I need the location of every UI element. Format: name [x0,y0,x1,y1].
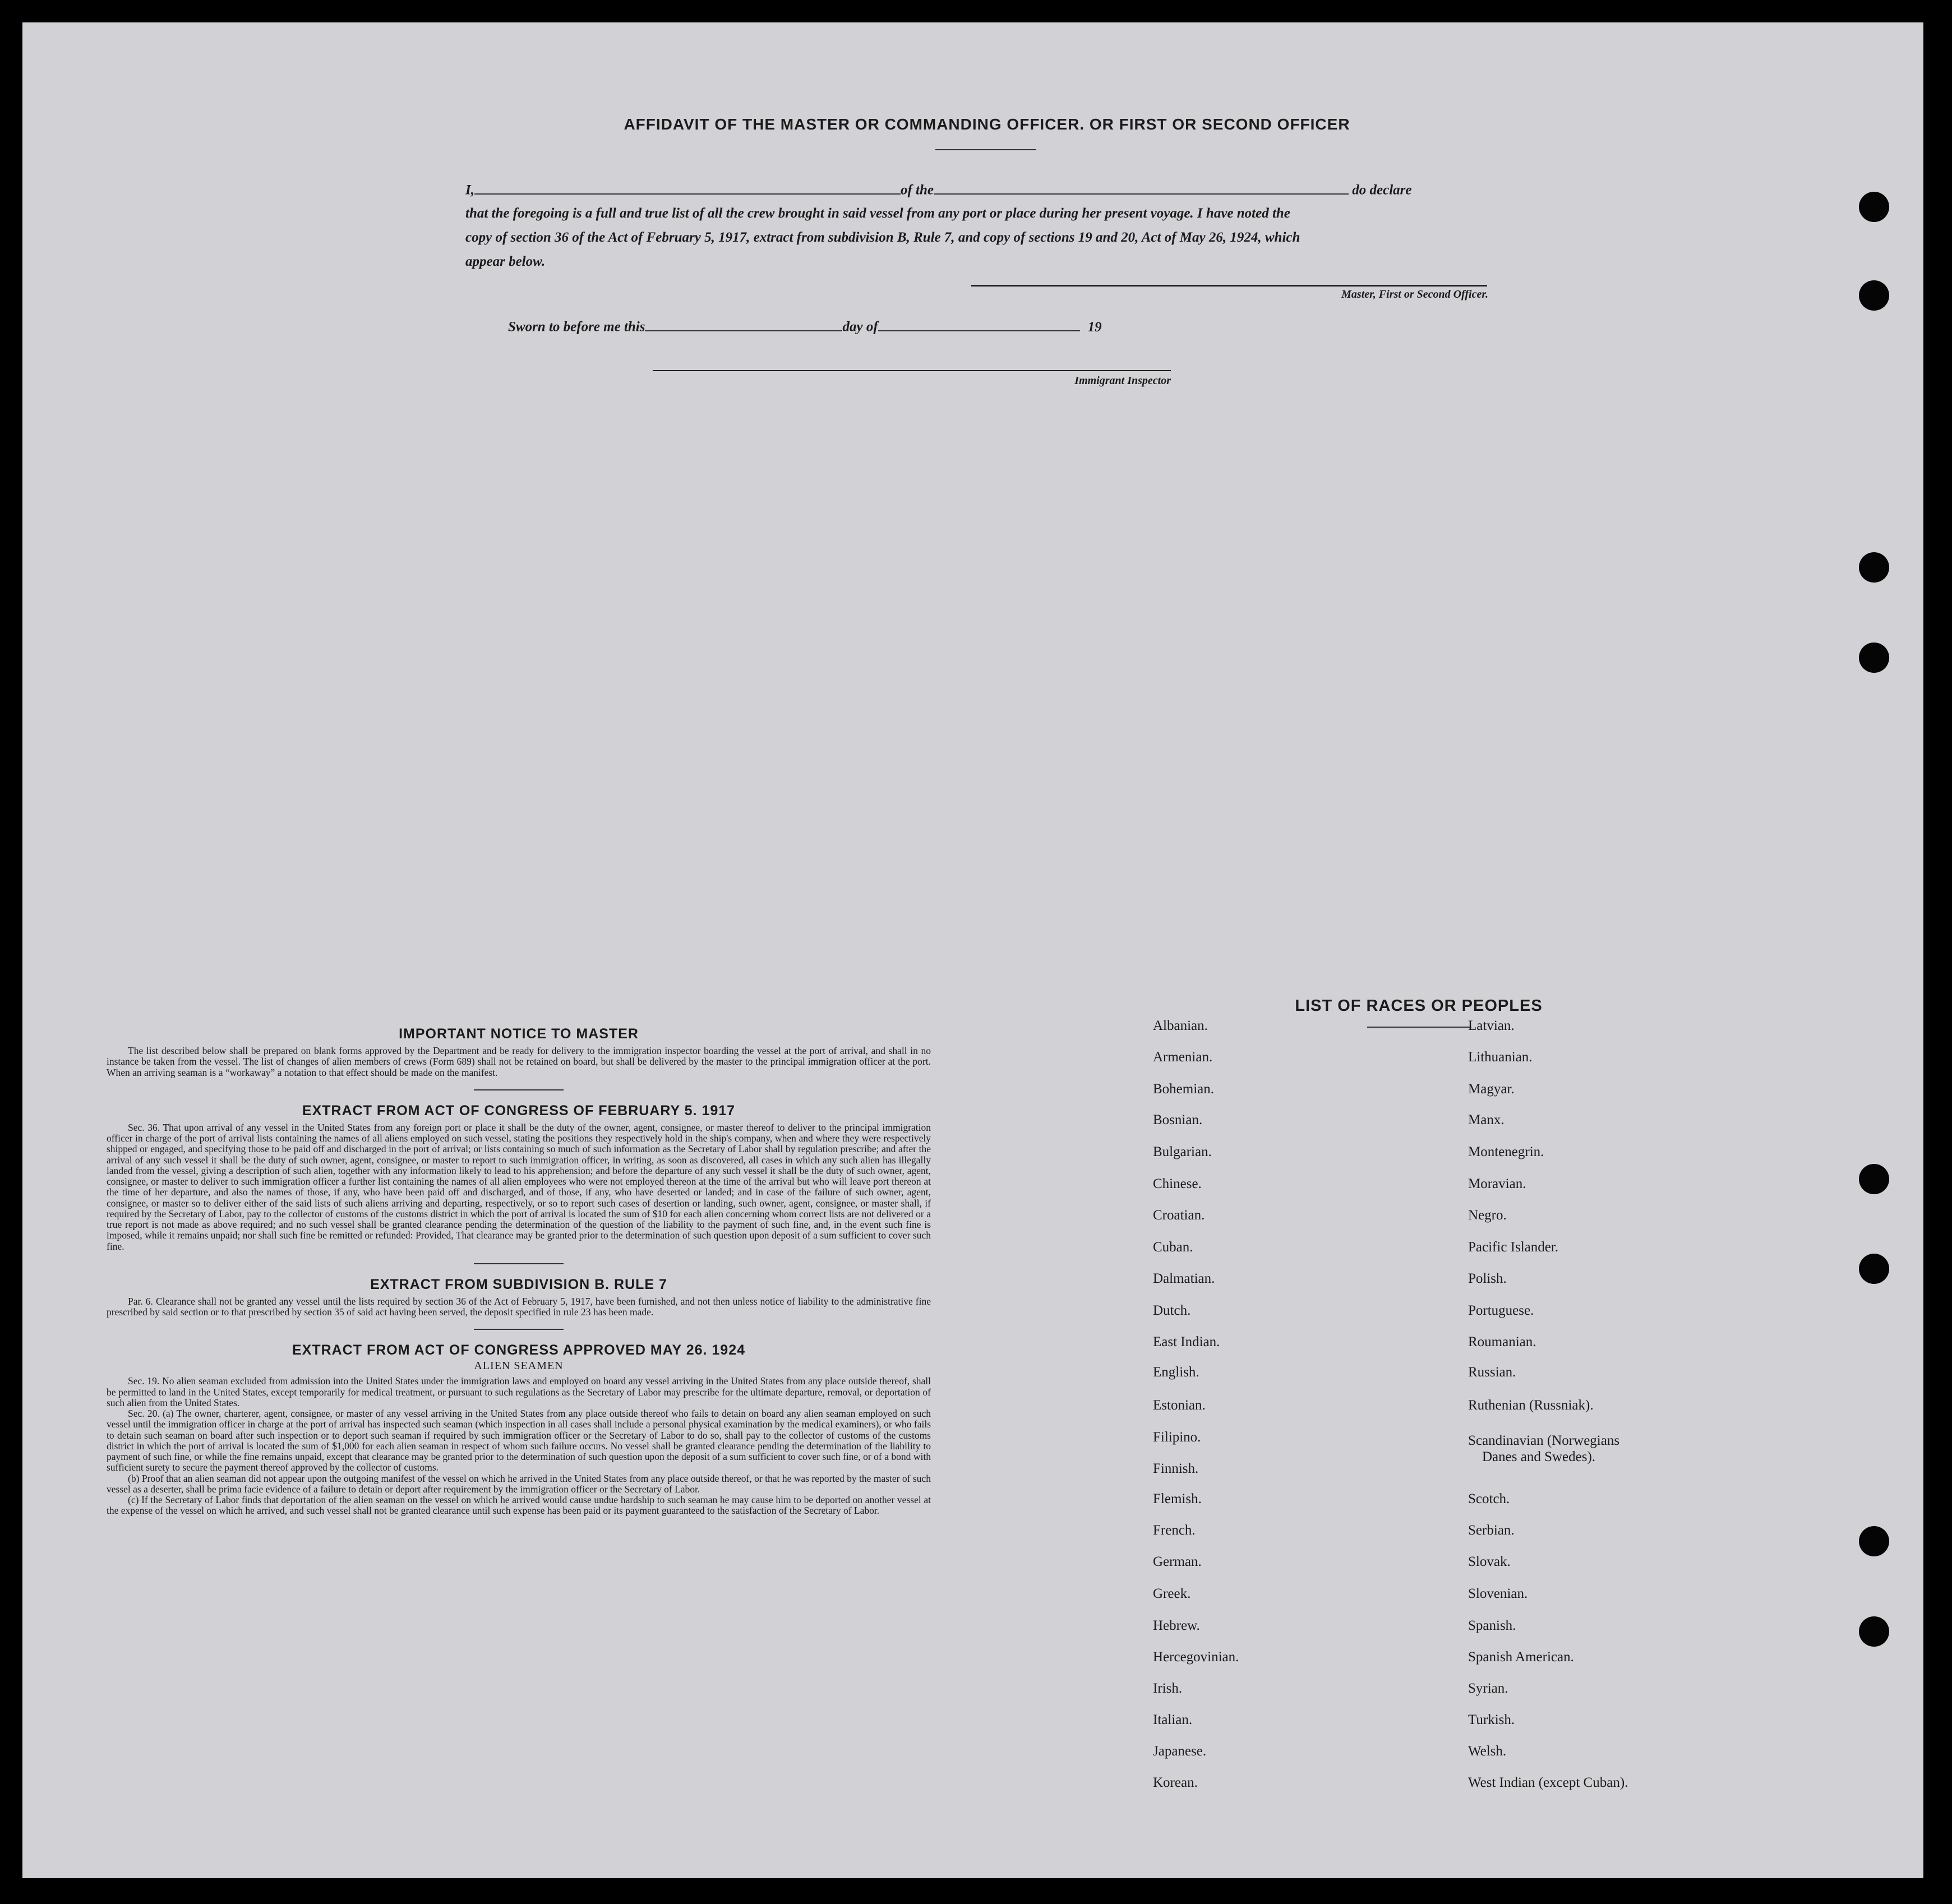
master-signature-caption: Master, First or Second Officer. [1341,288,1488,301]
races-left-column [1153,22,1377,1878]
punch-hole [1859,280,1889,311]
race-list-item: Bosnian. [1153,1112,1203,1127]
notice-title: IMPORTANT NOTICE TO MASTER [399,1026,639,1042]
race-list-item: Filipino. [1153,1430,1201,1445]
race-list-item: Negro. [1468,1208,1507,1223]
race-list-item: Magyar. [1468,1082,1515,1097]
race-list-item: Bohemian. [1153,1082,1215,1097]
punch-hole [1859,1254,1889,1284]
race-list-item: Spanish American. [1468,1649,1574,1665]
race-list-item: Flemish. [1153,1491,1202,1506]
affidavit-body-line: copy of section 36 of the Act of February 5, 1917, extract from subdivision B, Rule 7, and copy of sections 19 and 20, Act of May 26, 1924, which [465,230,1300,245]
race-list-item: Greek. [1153,1586,1191,1601]
race-list-item: Turkish. [1468,1712,1515,1727]
race-list-item: Manx. [1468,1112,1505,1127]
race-list-item: Croatian. [1153,1208,1205,1223]
inspector-caption: Immigrant Inspector [1074,375,1171,387]
section-divider [474,1263,564,1264]
sworn-month-blank [878,317,1080,331]
sworn-label: Sworn to before me this [508,319,645,335]
race-list-item: Korean. [1153,1775,1198,1790]
races-title: LIST OF RACES OR PEOPLES [1295,997,1543,1015]
punch-hole [1859,1164,1889,1194]
race-list-item: West Indian (except Cuban). [1468,1775,1628,1790]
race-list-item: Spanish. [1468,1618,1516,1633]
extract-1924-sec20c: (c) If the Secretary of Labor finds that deportation of the alien seaman on the vessel on which he arrived would cause undue hardship to such seaman he may cause him to be deported on another vessel at the expense of the vessel on which he arrived, and such vessel shall not be granted clearance until such expense has been paid or its payment guaranteed to the satisfaction of the Secretary of Labor. [107,1494,931,1517]
race-list-item: Finnish. [1153,1461,1199,1476]
race-list-item: Italian. [1153,1712,1193,1727]
race-list-item: Pacific Islander. [1468,1240,1559,1255]
punch-hole [1859,1616,1889,1647]
race-list-item: English. [1153,1365,1199,1380]
document-page [22,22,1923,1878]
race-list-item: Ruthenian (Russniak). [1468,1398,1594,1413]
do-declare-label: do declare [1352,182,1412,198]
title-divider [935,149,1036,150]
extract-1917-text: Sec. 36. That upon arrival of any vessel in the United States from any foreign port or place it shall be the duty of the owner, agent, consignee, or master thereof to deliver to the principal immigration officer in charge of the port of arrival lists containing the names of all aliens employed on such vessel, stating the positions they respectively hold in the ship's company, when and where they were respectively shipped or engaged, and specifying those to be paid off and discharged in the port of arrival; or lists containing so much of such information as the Secretary of Labor shall by regulation prescribe; and after the arrival of any such vessel it shall be the duty of such owner, agent, consignee, or master to report to such immigration officer, in writing, as soon as discovered, all cases in which any such alien has illegally landed from the vessel, giving a description of such alien, together with any information likely to lead to his apprehension; and before the departure of any such vessel it shall be the duty of such owner, agent, consignee, or master to deliver to such immigration officer a further list containing the names of all alien employees who were not employed thereon at the time of the arrival but who will leave port thereon at the time of her departure, and also the names of those, if any, who have been paid off and discharged, and of those, if any, who have deserted or landed; and in case of the failure of such owner, agent, consignee, or master so to deliver either of the said lists of such aliens arriving and departing, respectively, or so to report such cases of desertion or landing, such owner, agent, consignee, or master shall, if required by the Secretary of Labor, pay to the collector of customs of the customs district in which the port of arrival is located the sum of $10 for each alien concerning whom correct lists are not delivered or a true report is not made as above required; and no such vessel shall be granted clearance pending the determination of the question of the liability to the payment of such fine, and, in the event such fine is imposed, while it remains unpaid; nor shall such fine be remitted or refunded: Provided, That clearance may be granted prior to the determination of such question upon deposit of a sum sufficient to cover such fine. [107,1121,931,1252]
punch-hole [1859,1526,1889,1556]
race-list-item: Lithuanian. [1468,1050,1533,1065]
section-divider [474,1089,564,1090]
race-list-item: Estonian. [1153,1398,1206,1413]
affidavit-title: AFFIDAVIT OF THE MASTER OR COMMANDING OFFICER. OR FIRST OR SECOND OFFICER [624,115,1350,133]
inspector-signature-line [653,370,1171,371]
day-of-label: day of [842,319,878,335]
race-list-item: Hebrew. [1153,1618,1200,1633]
races-right-column [1468,22,1805,1878]
extract-1924-title: EXTRACT FROM ACT OF CONGRESS APPROVED MAY 26. 1924 [292,1342,746,1358]
race-list-item: Serbian. [1468,1523,1515,1538]
punch-hole [1859,643,1889,673]
sworn-line [508,317,1237,336]
race-list-item: Irish. [1153,1681,1183,1696]
sworn-day-blank [645,317,842,331]
race-list-item: Russian. [1468,1365,1516,1380]
races-divider [1367,1027,1471,1028]
extract-1917-title: EXTRACT FROM ACT OF CONGRESS OF FEBRUARY 5. 1917 [302,1102,736,1119]
race-list-item: Roumanian. [1468,1334,1536,1350]
race-list-item: Albanian. [1153,1018,1208,1033]
of-the-label: of the [900,182,934,198]
alien-seamen-subtitle: ALIEN SEAMEN [474,1360,564,1372]
extract-1924-sec19: Sec. 19. No alien seaman excluded from admission into the United States under the immigration laws and employed on board any vessel arriving in the United States from any place outside thereof, shall be permitted to land in the United States, except temporarily for medical treatment, or pursuant to such regulations as the Secretary of Labor may prescribe for the ultimate departure, removal, or deportation of such alien from the United States. [107,1375,931,1408]
race-list-item: Bulgarian. [1153,1144,1212,1159]
extract-rule7-text: Par. 6. Clearance shall not be granted any vessel until the lists required by section 36 of the Act of February 5, 1917, have been furnished, and not then unless notice of liability to the administrative fine prescribed by said section or to that prescribed by section 35 of said act having been served, the deposit specified in rule 23 has been made. [107,1295,931,1318]
affidavit-body-line: appear below. [465,254,546,269]
race-list-item: French. [1153,1523,1196,1538]
i-label: I, [465,182,474,198]
punch-hole [1859,552,1889,583]
race-list-item: Chinese. [1153,1176,1202,1191]
race-list-item: Dutch. [1153,1303,1191,1318]
notice-text: The list described below shall be prepared on blank forms approved by the Department and be ready for delivery to the immigration inspector boarding the vessel at the port of arrival, and shall in no instance be taken from the vessel. The list of changes of alien members of crews (Form 689) shall not be retained on board, but shall be delivered by the master to the principal immigration officer at the port. When an arriving seaman is a “workaway” a notation to that effect should be made on the manifest. [107,1045,931,1078]
affidavit-body-line: that the foregoing is a full and true list of all the crew brought in said vessel from any port or place during her present voyage. I have noted the [465,206,1290,221]
race-list-item: Latvian. [1468,1018,1515,1033]
legal-notices [107,1026,931,1517]
race-list-item: Armenian. [1153,1050,1213,1065]
section-divider [474,1329,564,1330]
race-list-item: Scandinavian (Norwegians Danes and Swedes). [1468,1433,1620,1464]
race-list-item: Dalmatian. [1153,1271,1215,1286]
race-list-item: Cuban. [1153,1240,1193,1255]
race-list-item: Scotch. [1468,1491,1510,1506]
race-list-item: Moravian. [1468,1176,1526,1191]
race-list-item: Montenegrin. [1468,1144,1544,1159]
extract-1924-sec20b: (b) Proof that an alien seaman did not appear upon the outgoing manifest of the vessel on which he arrived in the United States from any place outside thereof, or that he was reported by the master of such vessel as a deserter, shall be prima facie evidence of a failure to detain or deport after requirement by the immigration officer or the Secretary of Labor. [107,1472,931,1495]
punch-hole [1859,192,1889,222]
extract-rule7-title: EXTRACT FROM SUBDIVISION B. RULE 7 [370,1276,667,1292]
race-list-item: East Indian. [1153,1334,1220,1350]
race-list-item: Syrian. [1468,1681,1508,1696]
race-list-item: Japanese. [1153,1744,1207,1759]
race-list-item: Portuguese. [1468,1303,1534,1318]
race-list-item: Slovenian. [1468,1586,1528,1601]
race-list-item: Polish. [1468,1271,1507,1286]
race-list-item: Welsh. [1468,1744,1507,1759]
race-list-item: German. [1153,1554,1202,1569]
race-list-item: Slovak. [1468,1554,1511,1569]
race-list-item: Hercegovinian. [1153,1649,1239,1665]
name-blank [474,181,901,195]
year-prefix: 19 [1087,319,1102,335]
extract-1924-sec20a: Sec. 20. (a) The owner, charterer, agent, consignee, or master of any vessel arriving in the United States from any place outside thereof who fails to detain on board any alien seaman employed on such vessel until the immigration officer in charge at the port of arrival has inspected such seaman (which inspection in all cases shall include a personal physical examination by the medical examiners), or who fails to detain such seaman on board after such inspection or to deport such seaman if required by such immigration officer or the Secretary of Labor to do so, shall pay to the collector of customs of the customs district in which the port of arrival is located the sum of $1,000 for each alien seaman in respect of whom such failure occurs. No vessel shall be granted clearance pending the determination of the liability to payment of such fine, or while the fine remains unpaid, except that clearance may be granted prior to the determination of such question upon the deposit of a sum sufficient to cover such fine, or of a bond with sufficient surety to secure the payment thereof approved by the collector of customs. [107,1408,931,1473]
